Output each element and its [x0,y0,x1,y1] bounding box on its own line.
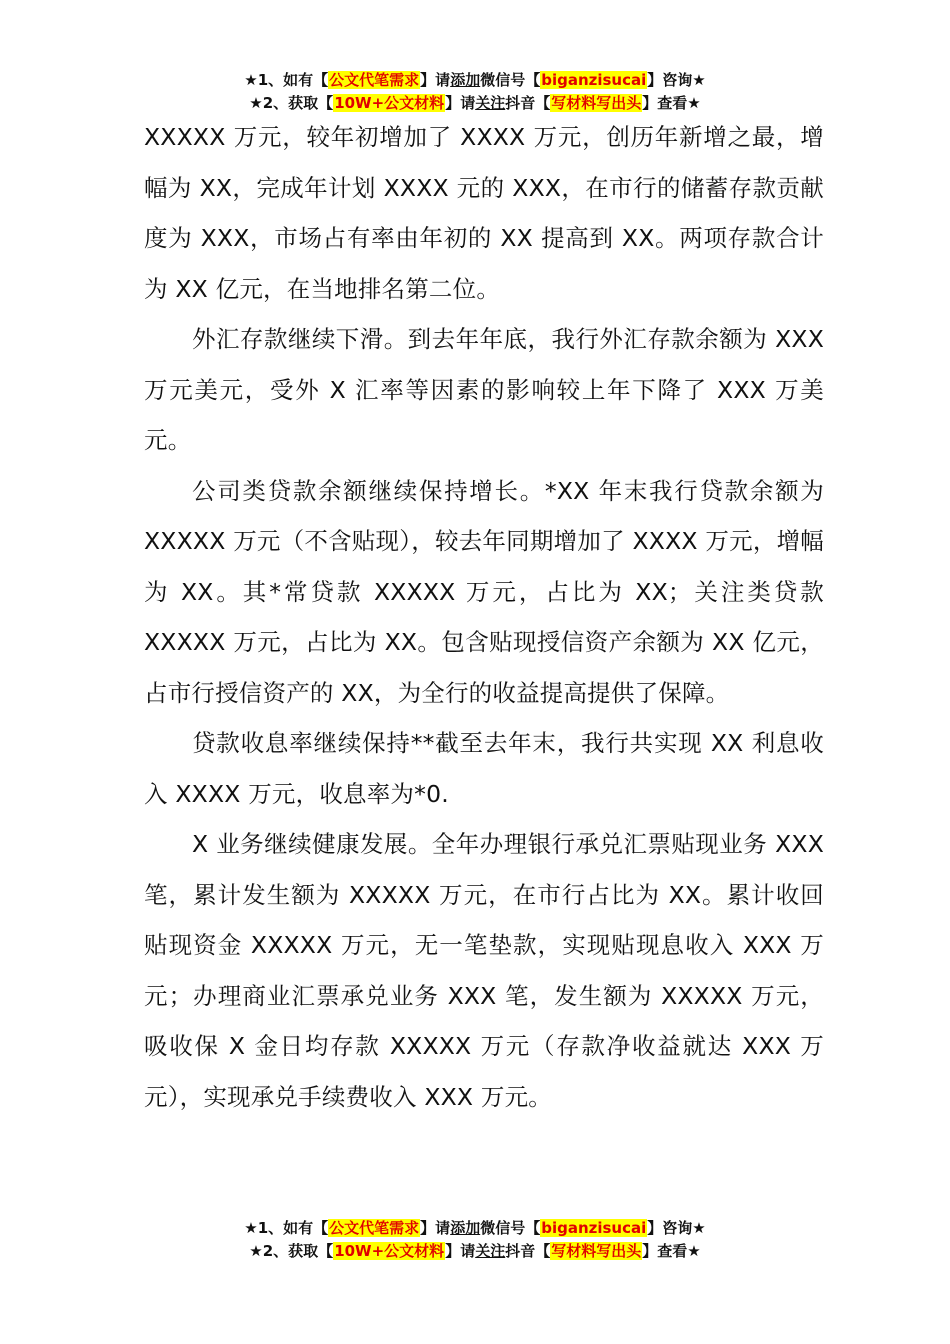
highlight-wechat-id: biganzisucai [541,71,647,89]
banner-line-1: ★1、如有【公文代笔需求】请添加微信号【biganzisucai】咨询★ [244,71,706,89]
paragraph-business: X 业务继续健康发展。全年办理银行承兑汇票贴现业务 XXX 笔，累计发生额为 XXXXX 万元，在市行占比为 XX。累计收回贴现资金 XXXXX 万元，无一笔垫款，实现贴现息收入 XXX 万元；办理商业汇票承兑业务 XXX 笔，发生额为 XXXXX 万元，吸收保 X 金日均存款 XXXXX 万元（存款净收益就达 XXX 万元），实现承兑手续费收入 XXX 万元。 [144,830,824,1111]
highlight-service: 公文代笔需求 [329,1219,420,1237]
highlight-wechat-id: biganzisucai [541,1219,647,1237]
document-body [144,112,824,1122]
paragraph-interest: 贷款收息率继续保持**截至去年末，我行共实现 XX 利息收入 XXXX 万元，收息率为*0. [144,729,824,808]
banner-line-1: ★1、如有【公文代笔需求】请添加微信号【biganzisucai】咨询★ [244,1219,706,1237]
highlight-materials: 10W+公文材料 [334,1242,445,1260]
banner-line-2: ★2、获取【10W+公文材料】请关注抖音【写材料写出头】查看★ [249,94,701,112]
paragraph-deposits: XXXXX 万元，较年初增加了 XXXX 万元，创历年新增之最，增幅为 XX，完成年计划 XXXX 元的 XXX，在市行的储蓄存款贡献度为 XXX，市场占有率由年初的 XX 提高到 XX。两项存款合计为 XX 亿元，在当地排名第二位。 [144,123,824,303]
highlight-materials: 10W+公文材料 [334,94,445,112]
paragraph-loans: 公司类贷款余额继续保持增长。*XX 年末我行贷款余额为 XXXXX 万元（不含贴现），较去年同期增加了 XXXX 万元，增幅为 XX。其*常贷款 XXXXX 万元，占比为 XX；关注类贷款 XXXXX 万元，占比为 XX。包含贴现授信资产余额为 XX 亿元，占市行授信资产的 XX，为全行的收益提高提供了保障。 [144,476,824,707]
header-banner [0,69,950,115]
banner-line-2: ★2、获取【10W+公文材料】请关注抖音【写材料写出头】查看★ [249,1242,701,1260]
footer-banner [0,1217,950,1263]
highlight-service: 公文代笔需求 [329,71,420,89]
highlight-douyin: 写材料写出头 [551,1242,642,1260]
paragraph-forex: 外汇存款继续下滑。到去年年底，我行外汇存款余额为 XXX 万元美元，受外 X 汇率等因素的影响较上年下降了 XXX 万美元。 [144,325,824,454]
highlight-douyin: 写材料写出头 [551,94,642,112]
